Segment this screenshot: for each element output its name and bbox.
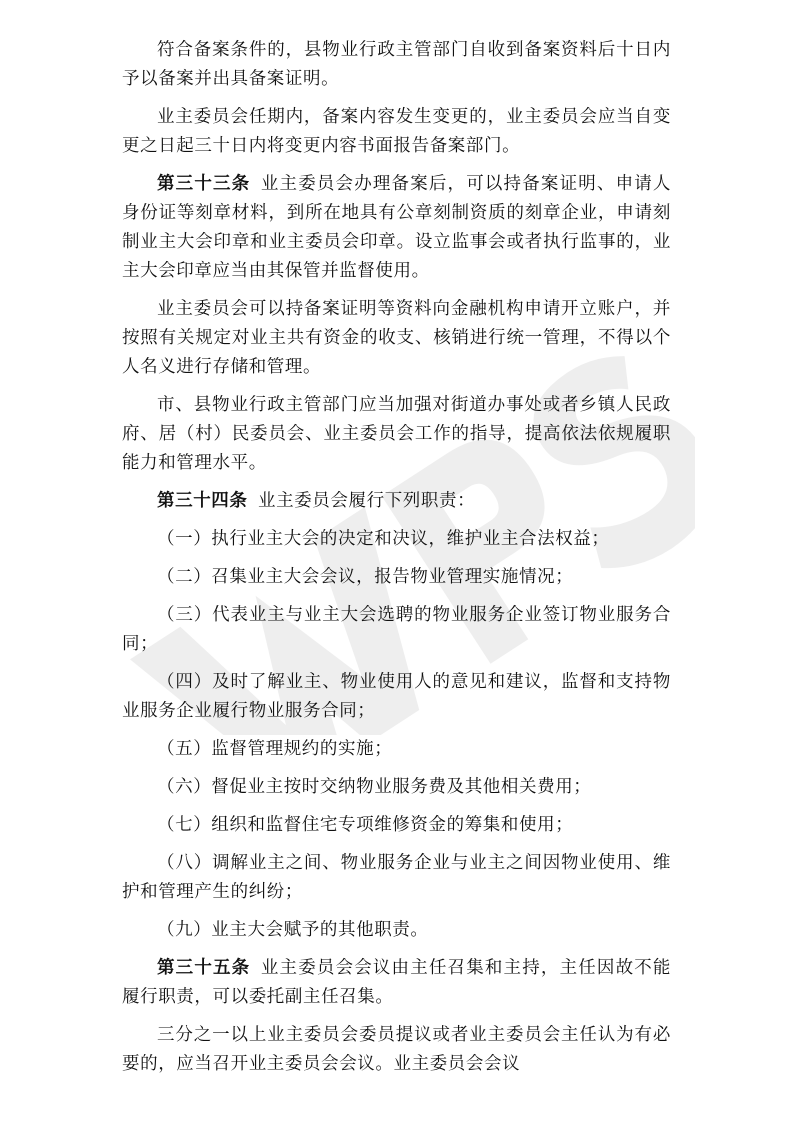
paragraph: [122, 36, 671, 94]
list-item-text: （三）代表业主与业主大会选聘的物业服务企业签订物业服务合同；: [122, 605, 671, 654]
paragraph-text: 业主委员会办理备案后，可以持备案证明、申请人身份证等刻章材料，到所在地具有公章刻制资质的刻章企业，申请刻制业主大会印章和业主委员会印章。设立监事会或者执行监事的，业主大会印章应当由其保管并监督使用。: [122, 174, 672, 281]
list-item-text: （八）调解业主之间、物业服务企业与业主之间因物业使用、维护和管理产生的纠纷；: [122, 853, 671, 902]
paragraph-article-33: [122, 170, 671, 286]
list-item-text: （五）监督管理规约的实施；: [157, 739, 393, 759]
paragraph-text: 市、县物业行政主管部门应当加强对街道办事处或者乡镇人民政府、居（村）民委员会、业主委员会工作的指导，提高依法依规履职能力和管理水平。: [122, 395, 671, 473]
paragraph: [122, 391, 671, 478]
list-item-text: （九）业主大会赋予的其他职责。: [157, 920, 429, 940]
list-item: [122, 811, 671, 840]
paragraph-article-34: [122, 487, 671, 516]
list-item: [122, 849, 671, 907]
paragraph-text: 业主委员会会议由主任召集和主持，主任因故不能履行职责，可以委托副主任召集。: [122, 958, 672, 1007]
article-number: 第三十三条: [157, 174, 251, 194]
paragraph: [122, 103, 671, 161]
paragraph-text: 业主委员会任期内，备案内容发生变更的，业主委员会应当自变更之日起三十日内将变更内容书面报告备案部门。: [122, 107, 671, 156]
list-item: [122, 601, 671, 659]
paragraph: [122, 1021, 671, 1079]
list-item-text: （四）及时了解业主、物业使用人的意见和建议，监督和支持物业服务企业履行物业服务合同；: [122, 672, 671, 721]
list-item: [122, 773, 671, 802]
article-number: 第三十五条: [157, 958, 251, 978]
list-item-text: （六）督促业主按时交纳物业服务费及其他相关费用；: [157, 777, 592, 797]
list-item: [122, 735, 671, 764]
paragraph-text: 业主委员会可以持备案证明等资料向金融机构申请开立账户，并按照有关规定对业主共有资金的收支、核销进行统一管理，不得以个人名义进行存储和管理。: [122, 299, 671, 377]
list-item-text: （七）组织和监督住宅专项维修资金的筹集和使用；: [157, 815, 574, 835]
document-body: [122, 36, 671, 1088]
list-item-text: （二）召集业主大会会议，报告物业管理实施情况；: [157, 567, 574, 587]
article-number: 第三十四条: [157, 491, 248, 511]
list-item: [122, 563, 671, 592]
list-item-text: （一）执行业主大会的决定和决议，维护业主合法权益；: [157, 529, 610, 549]
list-item: [122, 525, 671, 554]
paragraph-text: 三分之一以上业主委员会委员提议或者业主委员会主任认为有必要的，应当召开业主委员会会议。业主委员会会议: [122, 1025, 671, 1074]
paragraph-article-35: [122, 954, 671, 1012]
paragraph-text: 业主委员会履行下列职责：: [258, 491, 476, 511]
list-item: [122, 916, 671, 945]
list-item: [122, 668, 671, 726]
paragraph: [122, 295, 671, 382]
paragraph-text: 符合备案条件的，县物业行政主管部门自收到备案资料后十日内予以备案并出具备案证明。: [122, 40, 671, 89]
